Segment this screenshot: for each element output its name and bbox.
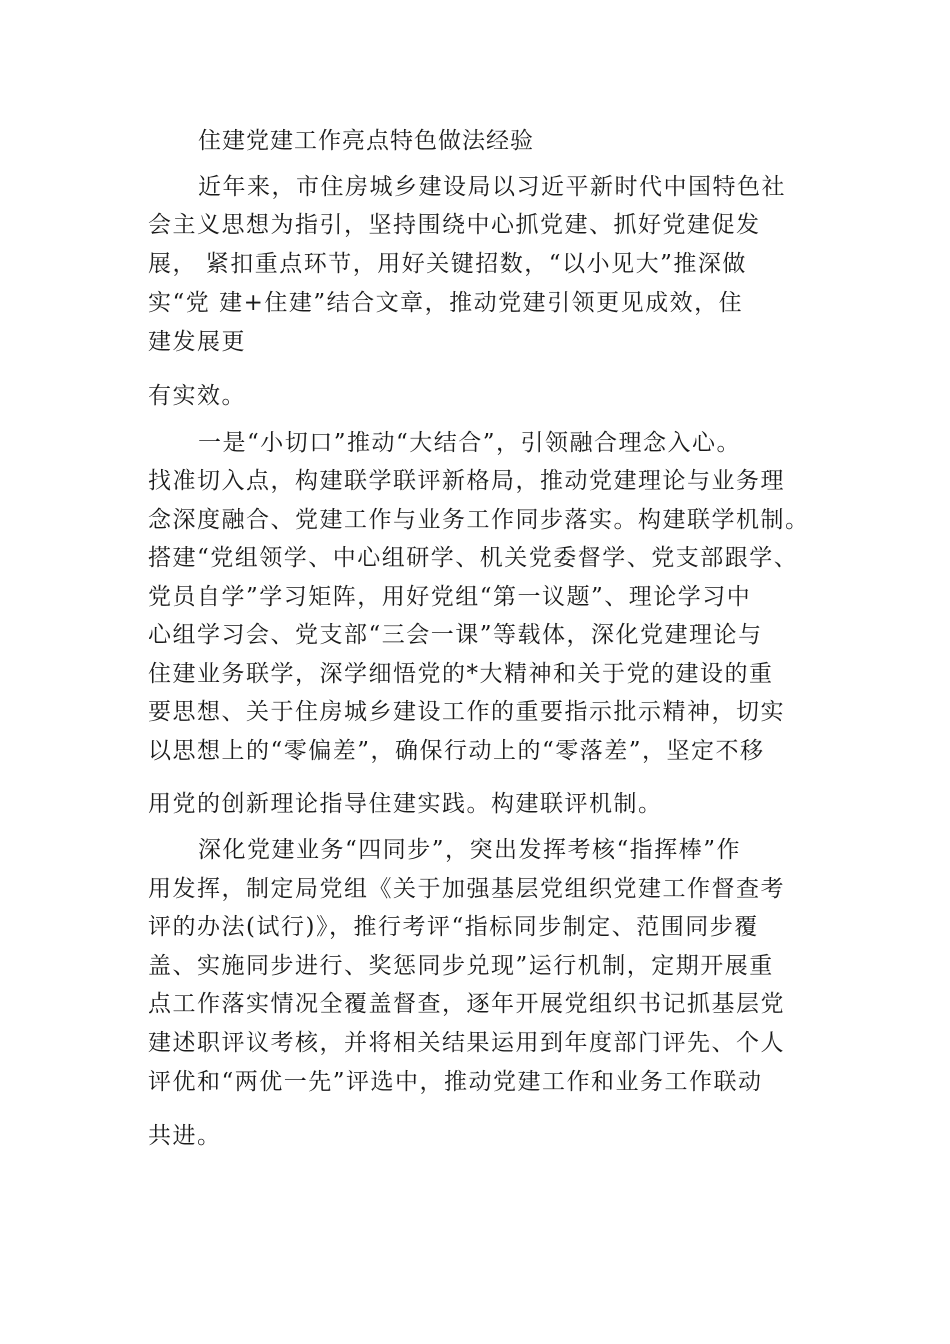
paragraph-line: 深化党建业务“四同步”，突出发挥考核“指挥棒”作	[198, 837, 742, 863]
paragraph-line: 共进。	[148, 1123, 222, 1149]
paragraph-line: 盖、实施同步进行、奖惩同步兑现”运行机制，定期开展重	[148, 953, 774, 979]
paragraph-line: 评优和“两优一先”评选中，推动党建工作和业务工作联动	[148, 1069, 763, 1095]
paragraph-line: 展， 紧扣重点环节，用好关键招数，“以小见大”推深做	[148, 251, 747, 277]
paragraph-line: 近年来，市住房城乡建设局以习近平新时代中国特色社	[198, 174, 786, 200]
paragraph-line: 党员自学”学习矩阵，用好党组“第一议题”、理论学习中	[148, 584, 752, 610]
paragraph-line: 会主义思想为指引，坚持围绕中心抓党建、抓好党建促发	[148, 212, 761, 238]
paragraph-line: 建述职评议考核，并将相关结果运用到年度部门评先、个人	[148, 1030, 785, 1056]
paragraph-line: 住建业务联学，深学细悟党的*大精神和关于党的建设的重	[148, 661, 774, 687]
paragraph-line: 以思想上的“零偏差”，确保行动上的“零落差”，坚定不移	[148, 738, 765, 764]
paragraph-line: 找准切入点，构建联学联评新格局，推动党建理论与业务理	[148, 468, 785, 494]
paragraph-line: 评的办法(试行)》，推行考评“指标同步制定、范围同步覆	[148, 914, 759, 940]
paragraph-line: 一是“小切口”推动“大结合”，引领融合理念入心。	[198, 430, 742, 456]
paragraph-line: 念深度融合、党建工作与业务工作同步落实。构建联学机制。	[148, 507, 810, 533]
paragraph-line: 心组学习会、党支部“三会一课”等载体，深化党建理论与	[148, 622, 763, 648]
paragraph-line: 用党的创新理论指导住建实践。构建联评机制。	[148, 791, 663, 817]
paragraph-line: 用发挥，制定局党组《关于加强基层党组织党建工作督查考	[148, 876, 785, 902]
document-title: 住建党建工作亮点特色做法经验	[198, 128, 534, 154]
paragraph-line: 建发展更	[148, 329, 246, 355]
paragraph-line: 搭建“党组领学、中心组研学、机关党委督学、党支部跟学、	[148, 545, 799, 571]
paragraph-line: 实“党 建+住建”结合文章，推动党建引领更见成效，住	[148, 290, 744, 316]
paragraph-line: 点工作落实情况全覆盖督查，逐年开展党组织书记抓基层党	[148, 991, 785, 1017]
paragraph-line: 要思想、关于住房城乡建设工作的重要指示批示精神，切实	[148, 699, 785, 725]
paragraph-line: 有实效。	[148, 383, 246, 409]
